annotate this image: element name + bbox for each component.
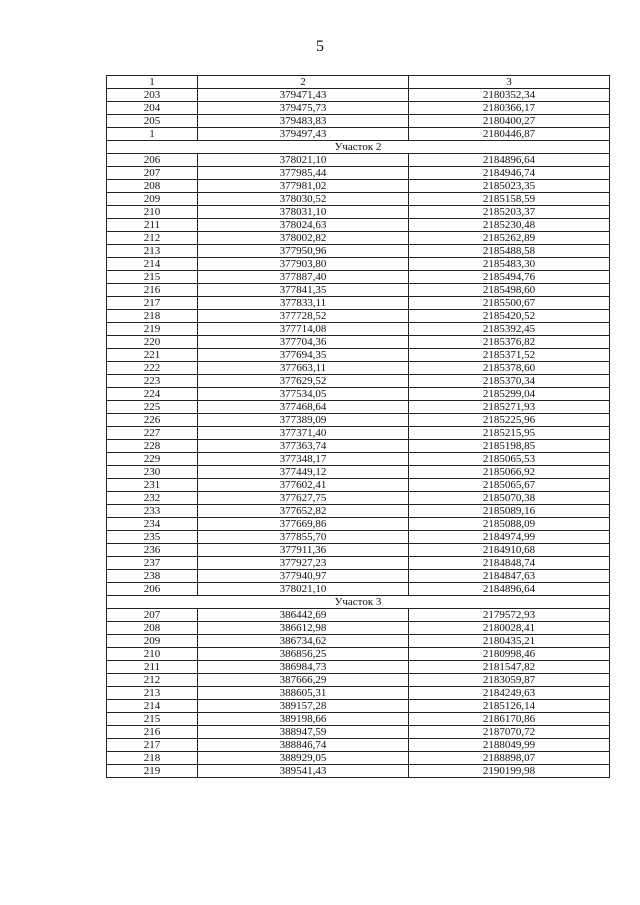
cell-coordinate-x: 387666,29 [198, 674, 409, 687]
cell-coordinate-x: 377927,23 [198, 557, 409, 570]
cell-point-number: 212 [107, 674, 198, 687]
cell-coordinate-y: 2184847,63 [409, 570, 610, 583]
cell-point-number: 220 [107, 336, 198, 349]
cell-coordinate-x: 388605,31 [198, 687, 409, 700]
cell-coordinate-x: 377714,08 [198, 323, 409, 336]
table-row [107, 531, 610, 544]
cell-point-number: 215 [107, 271, 198, 284]
table-row [107, 323, 610, 336]
cell-coordinate-y: 2180446,87 [409, 128, 610, 141]
cell-coordinate-y: 2179572,93 [409, 609, 610, 622]
cell-point-number: 235 [107, 531, 198, 544]
cell-coordinate-y: 2185066,92 [409, 466, 610, 479]
cell-coordinate-y: 2184896,64 [409, 154, 610, 167]
cell-coordinate-y: 2185376,82 [409, 336, 610, 349]
table-row [107, 206, 610, 219]
table-row [107, 219, 610, 232]
cell-coordinate-y: 2185420,52 [409, 310, 610, 323]
cell-point-number: 214 [107, 700, 198, 713]
cell-point-number: 206 [107, 154, 198, 167]
table-row [107, 765, 610, 778]
cell-point-number: 224 [107, 388, 198, 401]
table-row [107, 414, 610, 427]
cell-point-number: 203 [107, 89, 198, 102]
table-header-row [107, 76, 610, 89]
cell-coordinate-x: 379483,83 [198, 115, 409, 128]
cell-point-number: 218 [107, 752, 198, 765]
cell-coordinate-x: 378021,10 [198, 154, 409, 167]
table-row [107, 440, 610, 453]
cell-coordinate-y: 2180028,41 [409, 622, 610, 635]
cell-coordinate-x: 379497,43 [198, 128, 409, 141]
cell-point-number: 217 [107, 739, 198, 752]
cell-coordinate-x: 377627,75 [198, 492, 409, 505]
table-row [107, 505, 610, 518]
cell-coordinate-y: 2185494,76 [409, 271, 610, 284]
column-header-y: 3 [409, 76, 610, 89]
cell-coordinate-x: 379475,73 [198, 102, 409, 115]
cell-point-number: 206 [107, 583, 198, 596]
table-body [107, 89, 610, 778]
cell-coordinate-x: 389541,43 [198, 765, 409, 778]
cell-point-number: 208 [107, 622, 198, 635]
cell-point-number: 225 [107, 401, 198, 414]
cell-point-number: 210 [107, 648, 198, 661]
cell-point-number: 210 [107, 206, 198, 219]
table-row [107, 427, 610, 440]
cell-coordinate-y: 2185230,48 [409, 219, 610, 232]
cell-point-number: 238 [107, 570, 198, 583]
cell-point-number: 212 [107, 232, 198, 245]
cell-coordinate-y: 2184946,74 [409, 167, 610, 180]
table-row [107, 115, 610, 128]
cell-coordinate-y: 2185371,52 [409, 349, 610, 362]
cell-coordinate-y: 2185198,85 [409, 440, 610, 453]
table-row [107, 102, 610, 115]
table-row [107, 739, 610, 752]
cell-coordinate-y: 2185126,14 [409, 700, 610, 713]
cell-coordinate-x: 377629,52 [198, 375, 409, 388]
cell-coordinate-x: 377602,41 [198, 479, 409, 492]
table-row [107, 284, 610, 297]
table-row [107, 271, 610, 284]
cell-coordinate-y: 2184249,63 [409, 687, 610, 700]
table-row [107, 752, 610, 765]
cell-point-number: 223 [107, 375, 198, 388]
table-row [107, 180, 610, 193]
cell-coordinate-x: 378030,52 [198, 193, 409, 206]
cell-coordinate-x: 377940,97 [198, 570, 409, 583]
cell-coordinate-y: 2185370,34 [409, 375, 610, 388]
cell-point-number: 230 [107, 466, 198, 479]
table-row [107, 193, 610, 206]
section-row [107, 141, 610, 154]
cell-point-number: 231 [107, 479, 198, 492]
cell-point-number: 216 [107, 726, 198, 739]
cell-coordinate-y: 2180400,27 [409, 115, 610, 128]
cell-coordinate-x: 386734,62 [198, 635, 409, 648]
table-row [107, 518, 610, 531]
cell-point-number: 205 [107, 115, 198, 128]
table-row [107, 622, 610, 635]
cell-coordinate-y: 2180366,17 [409, 102, 610, 115]
cell-coordinate-x: 386856,25 [198, 648, 409, 661]
cell-coordinate-x: 377371,40 [198, 427, 409, 440]
cell-coordinate-y: 2180998,46 [409, 648, 610, 661]
cell-coordinate-x: 377468,64 [198, 401, 409, 414]
table-row [107, 375, 610, 388]
cell-point-number: 233 [107, 505, 198, 518]
table-row [107, 466, 610, 479]
table-row [107, 388, 610, 401]
table-row [107, 687, 610, 700]
cell-coordinate-x: 386984,73 [198, 661, 409, 674]
cell-coordinate-x: 377348,17 [198, 453, 409, 466]
cell-coordinate-y: 2187070,72 [409, 726, 610, 739]
table-row [107, 570, 610, 583]
cell-coordinate-y: 2185299,04 [409, 388, 610, 401]
cell-point-number: 226 [107, 414, 198, 427]
cell-coordinate-y: 2185089,16 [409, 505, 610, 518]
table-row [107, 401, 610, 414]
table-row [107, 726, 610, 739]
cell-coordinate-y: 2190199,98 [409, 765, 610, 778]
cell-coordinate-x: 377981,02 [198, 180, 409, 193]
cell-point-number: 237 [107, 557, 198, 570]
cell-coordinate-x: 379471,43 [198, 89, 409, 102]
table-row [107, 583, 610, 596]
cell-point-number: 209 [107, 193, 198, 206]
cell-coordinate-y: 2185158,59 [409, 193, 610, 206]
cell-coordinate-x: 377950,96 [198, 245, 409, 258]
table-row [107, 310, 610, 323]
cell-coordinate-y: 2185262,89 [409, 232, 610, 245]
cell-coordinate-x: 377855,70 [198, 531, 409, 544]
cell-coordinate-x: 386442,69 [198, 609, 409, 622]
cell-point-number: 216 [107, 284, 198, 297]
table-row [107, 232, 610, 245]
cell-coordinate-y: 2188898,07 [409, 752, 610, 765]
cell-coordinate-y: 2185225,96 [409, 414, 610, 427]
cell-point-number: 228 [107, 440, 198, 453]
cell-point-number: 1 [107, 128, 198, 141]
table-row [107, 713, 610, 726]
cell-coordinate-x: 378024,63 [198, 219, 409, 232]
cell-coordinate-y: 2185488,58 [409, 245, 610, 258]
cell-coordinate-x: 377449,12 [198, 466, 409, 479]
cell-coordinate-x: 378002,82 [198, 232, 409, 245]
cell-point-number: 211 [107, 661, 198, 674]
cell-point-number: 219 [107, 323, 198, 336]
table-row [107, 661, 610, 674]
cell-coordinate-x: 389198,66 [198, 713, 409, 726]
cell-point-number: 217 [107, 297, 198, 310]
cell-coordinate-x: 388929,05 [198, 752, 409, 765]
cell-coordinate-x: 377728,52 [198, 310, 409, 323]
column-header-x: 2 [198, 76, 409, 89]
cell-coordinate-x: 377534,05 [198, 388, 409, 401]
cell-coordinate-y: 2185500,67 [409, 297, 610, 310]
cell-point-number: 219 [107, 765, 198, 778]
cell-coordinate-y: 2185065,53 [409, 453, 610, 466]
cell-point-number: 211 [107, 219, 198, 232]
cell-coordinate-y: 2184896,64 [409, 583, 610, 596]
cell-point-number: 232 [107, 492, 198, 505]
cell-coordinate-x: 377704,36 [198, 336, 409, 349]
cell-coordinate-x: 378031,10 [198, 206, 409, 219]
cell-coordinate-x: 377363,74 [198, 440, 409, 453]
cell-coordinate-y: 2185070,38 [409, 492, 610, 505]
cell-coordinate-y: 2188049,99 [409, 739, 610, 752]
cell-coordinate-y: 2185088,09 [409, 518, 610, 531]
cell-coordinate-y: 2185065,67 [409, 479, 610, 492]
table-row [107, 258, 610, 271]
table-row [107, 349, 610, 362]
cell-coordinate-x: 388846,74 [198, 739, 409, 752]
cell-coordinate-x: 377652,82 [198, 505, 409, 518]
table-row [107, 674, 610, 687]
cell-coordinate-x: 377841,35 [198, 284, 409, 297]
coordinates-table [106, 75, 610, 778]
table-row [107, 362, 610, 375]
table-row [107, 453, 610, 466]
cell-coordinate-y: 2185498,60 [409, 284, 610, 297]
cell-coordinate-y: 2185203,37 [409, 206, 610, 219]
table-row [107, 648, 610, 661]
cell-coordinate-y: 2185392,45 [409, 323, 610, 336]
cell-coordinate-x: 377663,11 [198, 362, 409, 375]
table-row [107, 297, 610, 310]
cell-coordinate-y: 2184910,68 [409, 544, 610, 557]
section-row [107, 596, 610, 609]
table-row [107, 245, 610, 258]
table-row [107, 167, 610, 180]
cell-coordinate-y: 2183059,87 [409, 674, 610, 687]
cell-coordinate-x: 377985,44 [198, 167, 409, 180]
cell-coordinate-y: 2185271,93 [409, 401, 610, 414]
cell-coordinate-y: 2185023,35 [409, 180, 610, 193]
cell-point-number: 234 [107, 518, 198, 531]
cell-point-number: 218 [107, 310, 198, 323]
cell-coordinate-x: 377911,36 [198, 544, 409, 557]
cell-point-number: 229 [107, 453, 198, 466]
cell-coordinate-x: 377903,80 [198, 258, 409, 271]
section-title: Участок 3 [107, 596, 610, 609]
cell-point-number: 222 [107, 362, 198, 375]
cell-point-number: 207 [107, 167, 198, 180]
cell-coordinate-x: 377833,11 [198, 297, 409, 310]
cell-point-number: 213 [107, 245, 198, 258]
table-row [107, 128, 610, 141]
table-row [107, 544, 610, 557]
cell-point-number: 221 [107, 349, 198, 362]
cell-point-number: 209 [107, 635, 198, 648]
cell-coordinate-x: 377389,09 [198, 414, 409, 427]
table-row [107, 492, 610, 505]
cell-point-number: 227 [107, 427, 198, 440]
cell-coordinate-y: 2185378,60 [409, 362, 610, 375]
cell-coordinate-y: 2184848,74 [409, 557, 610, 570]
cell-coordinate-x: 378021,10 [198, 583, 409, 596]
cell-point-number: 214 [107, 258, 198, 271]
cell-point-number: 215 [107, 713, 198, 726]
cell-coordinate-x: 377887,40 [198, 271, 409, 284]
cell-coordinate-x: 389157,28 [198, 700, 409, 713]
cell-coordinate-x: 377669,86 [198, 518, 409, 531]
cell-coordinate-y: 2185483,30 [409, 258, 610, 271]
cell-coordinate-y: 2180435,21 [409, 635, 610, 648]
page-number: 5 [316, 38, 324, 55]
cell-coordinate-y: 2181547,82 [409, 661, 610, 674]
cell-point-number: 204 [107, 102, 198, 115]
section-title: Участок 2 [107, 141, 610, 154]
table-row [107, 609, 610, 622]
cell-coordinate-y: 2184974,99 [409, 531, 610, 544]
table-row [107, 700, 610, 713]
cell-coordinate-x: 386612,98 [198, 622, 409, 635]
cell-coordinate-y: 2185215,95 [409, 427, 610, 440]
cell-coordinate-y: 2186170,86 [409, 713, 610, 726]
table-row [107, 635, 610, 648]
cell-coordinate-y: 2180352,34 [409, 89, 610, 102]
cell-coordinate-x: 388947,59 [198, 726, 409, 739]
table-row [107, 154, 610, 167]
cell-point-number: 207 [107, 609, 198, 622]
column-header-point: 1 [107, 76, 198, 89]
table-row [107, 89, 610, 102]
table-row [107, 479, 610, 492]
table-row [107, 557, 610, 570]
cell-point-number: 213 [107, 687, 198, 700]
cell-coordinate-x: 377694,35 [198, 349, 409, 362]
table-row [107, 336, 610, 349]
cell-point-number: 236 [107, 544, 198, 557]
cell-point-number: 208 [107, 180, 198, 193]
